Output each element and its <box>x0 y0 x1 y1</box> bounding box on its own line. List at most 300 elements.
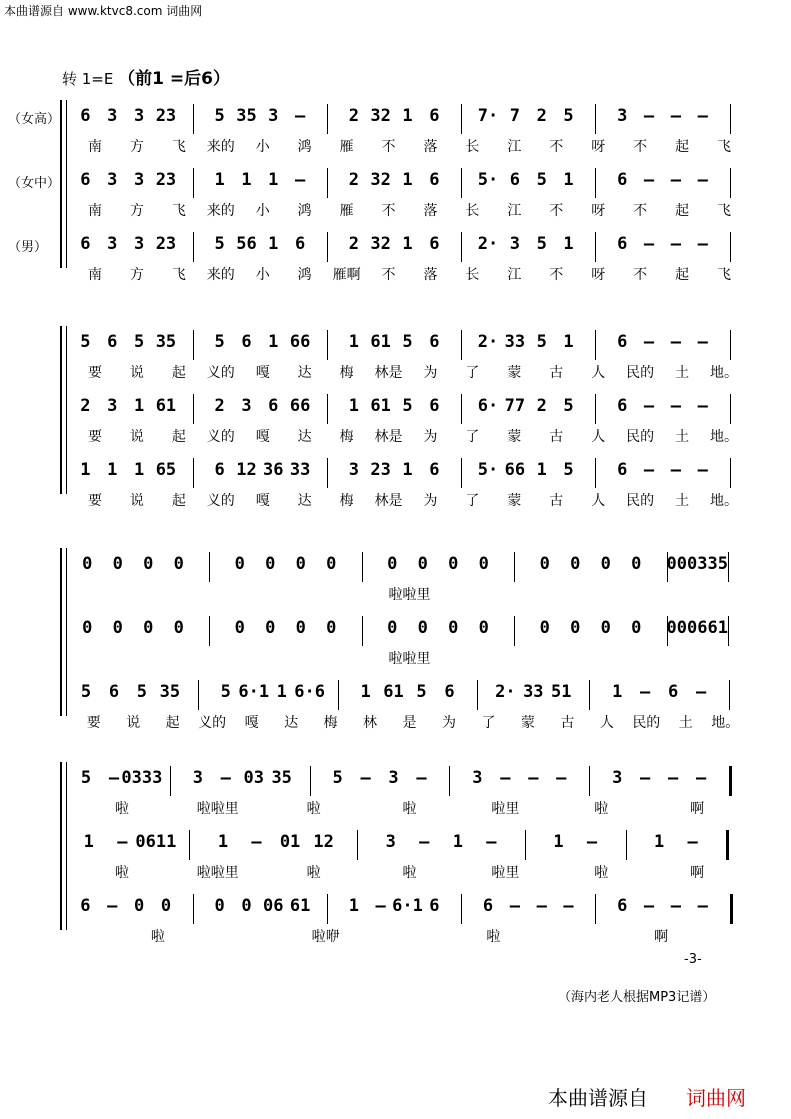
note: 6 <box>80 106 91 126</box>
lyric-syllable: 起 <box>171 429 186 445</box>
note: 5 <box>133 332 145 352</box>
credit: （海内老人根据MP3记谱） <box>558 990 716 1005</box>
lyric-syllable: 啦咿 <box>311 929 340 945</box>
note: – <box>643 106 655 126</box>
note: – <box>536 896 547 916</box>
lyric-syllable: 了 <box>465 365 480 381</box>
lyric-syllable: 呀 <box>591 267 606 283</box>
note: 51 <box>551 682 572 702</box>
note: 03 <box>243 768 264 788</box>
lyric-syllable: 林是 <box>374 493 403 509</box>
barline <box>209 616 210 646</box>
barline <box>514 552 515 582</box>
note: 1 <box>348 332 359 352</box>
note: 0 <box>387 618 398 638</box>
barline <box>595 104 596 134</box>
note: 6 <box>214 460 225 480</box>
lyric-syllable: 南 <box>87 267 102 283</box>
note: 6·6 <box>294 682 325 702</box>
note: – <box>108 768 120 788</box>
lyric-syllable: 蒙 <box>520 715 535 731</box>
lyric-syllable: 啦 <box>114 865 129 881</box>
note: – <box>500 768 511 788</box>
note: 1 <box>217 832 229 852</box>
lyric-syllable: 民的 <box>626 429 655 445</box>
barline <box>589 680 590 710</box>
note: 5 <box>536 170 547 190</box>
lyric-syllable: 南 <box>87 139 102 155</box>
note: 6 <box>429 396 440 416</box>
note: 6 <box>80 170 91 190</box>
barline <box>461 168 462 198</box>
note: 61 <box>370 396 391 416</box>
note: 61 <box>155 396 177 416</box>
note: 6 <box>617 460 628 480</box>
note: 5 <box>136 682 148 702</box>
system-brace-inner <box>66 326 67 494</box>
barline <box>362 616 363 646</box>
note: 33 <box>504 332 526 352</box>
key-prefix: 转 1= <box>62 70 104 88</box>
lyric-syllable: 飞 <box>171 267 186 283</box>
note: – <box>295 106 306 126</box>
lyric-syllable: 达 <box>297 429 312 445</box>
lyric-syllable: 长 <box>465 139 480 155</box>
note: 2 <box>80 396 91 416</box>
lyric-syllable: 达 <box>284 715 299 731</box>
lyric-syllable: 说 <box>129 493 144 509</box>
key-relation: （前1 =后6） <box>118 69 230 89</box>
lyric-syllable: 嘎 <box>255 365 270 381</box>
note: – <box>360 768 371 788</box>
barline <box>338 680 339 710</box>
note: 1 <box>553 832 564 852</box>
lyric-syllable: 地。 <box>710 365 739 381</box>
lyric-syllable: 呀 <box>591 139 606 155</box>
note: 56 <box>236 234 257 254</box>
note: 33 <box>523 682 544 702</box>
lyric-syllable: 啊 <box>690 801 705 817</box>
lyric-syllable: 人 <box>591 429 606 445</box>
note: 6 <box>482 896 494 916</box>
note: 2· <box>495 682 516 702</box>
note: – <box>697 460 708 480</box>
note: 3 <box>133 234 145 254</box>
lyric-syllable: 要 <box>87 365 102 381</box>
lyric-syllable: 不 <box>381 267 396 283</box>
note: – <box>695 682 707 702</box>
barline <box>193 330 194 360</box>
note: 1 <box>133 396 145 416</box>
lyric-syllable: 不 <box>633 267 648 283</box>
note: 3 <box>133 106 145 126</box>
note: 1 <box>241 170 252 190</box>
lyric-syllable: 民的 <box>632 715 661 731</box>
note: 1 <box>348 896 359 916</box>
lyric-syllable: 义的 <box>206 429 235 445</box>
note: 1 <box>654 832 665 852</box>
note: 6 <box>429 332 440 352</box>
note: 6·1 <box>238 682 270 702</box>
note: – <box>416 768 427 788</box>
lyric-syllable: 小 <box>255 139 270 155</box>
lyric-syllable: 啦 <box>402 865 417 881</box>
note: 6 <box>429 896 440 916</box>
lyric-syllable: 了 <box>465 493 480 509</box>
barline <box>730 394 731 424</box>
barline <box>728 616 729 646</box>
voice-row <box>72 768 752 817</box>
barline <box>595 894 596 924</box>
barline <box>357 830 358 860</box>
voice-row <box>72 106 752 155</box>
note: 0 <box>326 554 337 574</box>
note: 5 <box>402 396 413 416</box>
note: – <box>695 768 707 788</box>
lyric-syllable: 地。 <box>710 429 739 445</box>
note: 0 <box>234 554 245 574</box>
note: 0 <box>478 554 489 574</box>
note: – <box>667 768 679 788</box>
note: – <box>528 768 539 788</box>
note: 0 <box>173 554 184 574</box>
lyric-syllable: 来的 <box>206 139 235 155</box>
lyric-syllable: 不 <box>549 267 564 283</box>
lyric-syllable: 起 <box>675 267 690 283</box>
barline <box>626 830 627 860</box>
note: – <box>117 832 128 852</box>
note: 000661 <box>666 618 728 638</box>
note: 6 <box>429 460 440 480</box>
brand-right: 词曲网 <box>686 1086 746 1110</box>
note: – <box>643 896 655 916</box>
note: 2 <box>348 106 359 126</box>
lyric-syllable: 为 <box>423 429 438 445</box>
lyric-syllable: 起 <box>171 365 186 381</box>
note: 12 <box>313 832 334 852</box>
note: 0 <box>570 618 581 638</box>
note: 6· <box>477 396 499 416</box>
lyric-syllable: 不 <box>381 139 396 155</box>
note: 0 <box>82 554 93 574</box>
lyric-syllable: 落 <box>423 139 438 155</box>
barline <box>193 894 194 924</box>
lyric-syllable: 了 <box>465 429 480 445</box>
note: 5· <box>477 170 499 190</box>
lyric-syllable: 古 <box>549 429 564 445</box>
note: 0333 <box>121 768 163 788</box>
note: – <box>643 332 655 352</box>
lyric-syllable: 地。 <box>710 493 739 509</box>
note: 6 <box>617 170 628 190</box>
lyric-syllable: 不 <box>381 203 396 219</box>
note: – <box>486 832 497 852</box>
barline <box>193 232 194 262</box>
barline <box>193 458 194 488</box>
note: 23 <box>155 170 177 190</box>
note: 0 <box>295 618 306 638</box>
barline <box>209 552 210 582</box>
barline <box>327 104 328 134</box>
note: 6 <box>667 682 679 702</box>
note: 35 <box>159 682 181 702</box>
lyric-syllable: 啦啦里 <box>196 801 239 817</box>
note: – <box>419 832 430 852</box>
voice-row <box>72 396 752 445</box>
note: 5 <box>563 396 574 416</box>
note: 0611 <box>135 832 177 852</box>
lyric-syllable: 义的 <box>198 715 227 731</box>
barline <box>327 394 328 424</box>
lyric-syllable: 义的 <box>206 365 235 381</box>
note: 5 <box>214 332 225 352</box>
note: 33 <box>289 460 311 480</box>
note: 3 <box>107 106 118 126</box>
note: 3 <box>388 768 399 788</box>
note: 0 <box>417 618 428 638</box>
lyric-syllable: 不 <box>549 203 564 219</box>
lyric-syllable: 土 <box>675 365 690 381</box>
note: – <box>586 832 598 852</box>
lyric-syllable: 蒙 <box>507 493 522 509</box>
note: 5 <box>220 682 231 702</box>
note: 5 <box>536 234 547 254</box>
barline <box>730 104 731 134</box>
note: 0 <box>631 554 642 574</box>
note: 3 <box>107 234 118 254</box>
barline <box>461 894 462 924</box>
lyric-syllable: 小 <box>255 203 270 219</box>
lyric-syllable: 人 <box>591 365 606 381</box>
lyric-syllable: 飞 <box>717 203 732 219</box>
note: – <box>687 832 698 852</box>
note: 6 <box>80 234 91 254</box>
lyric-syllable: 梅 <box>339 429 354 445</box>
lyric-syllable: 方 <box>129 267 144 283</box>
lyric-syllable: 落 <box>423 203 438 219</box>
lyric-syllable: 梅 <box>339 365 354 381</box>
lyric-syllable: 长 <box>465 203 480 219</box>
lyric-syllable: 林 <box>363 715 378 731</box>
barline <box>362 552 363 582</box>
note: 2· <box>477 332 499 352</box>
note: 32 <box>370 234 391 254</box>
barline <box>589 766 590 796</box>
note: 2 <box>348 234 359 254</box>
lyric-syllable: 啦啦里 <box>388 587 431 603</box>
lyric-syllable: 啦啦里 <box>196 865 239 881</box>
lyric-syllable: 要 <box>86 715 101 731</box>
barline <box>595 330 596 360</box>
note: 000335 <box>666 554 728 574</box>
note: 1 <box>452 832 463 852</box>
barline <box>514 616 515 646</box>
final-barline <box>726 830 729 860</box>
lyric-syllable: 说 <box>129 365 144 381</box>
note: – <box>643 234 655 254</box>
note: 6 <box>509 170 520 190</box>
lyric-syllable: 为 <box>441 715 456 731</box>
final-barline <box>729 766 732 796</box>
barline <box>595 394 596 424</box>
note: – <box>697 234 708 254</box>
voice-label: （女高） <box>8 112 61 127</box>
lyric-syllable: 呀 <box>591 203 606 219</box>
system-brace <box>60 548 62 716</box>
note: – <box>697 170 708 190</box>
note: 1 <box>536 460 547 480</box>
note: 6 <box>295 234 306 254</box>
note: 0 <box>143 554 154 574</box>
note: – <box>107 896 118 916</box>
system-brace <box>60 762 62 930</box>
note: 0 <box>265 554 276 574</box>
lyric-syllable: 方 <box>129 139 144 155</box>
note: 0 <box>82 618 93 638</box>
note: 0 <box>143 618 154 638</box>
note: 1 <box>107 460 118 480</box>
lyric-syllable: 达 <box>297 365 312 381</box>
barline <box>327 232 328 262</box>
note: 0 <box>448 554 459 574</box>
note: 5· <box>477 460 499 480</box>
system-brace-inner <box>66 100 67 268</box>
lyric-syllable: 江 <box>507 267 522 283</box>
note: 3 <box>612 768 623 788</box>
note: 3 <box>107 170 118 190</box>
note: 3 <box>241 396 252 416</box>
note: – <box>697 896 708 916</box>
note: 0 <box>448 618 459 638</box>
barline <box>461 458 462 488</box>
lyric-syllable: 啊 <box>654 929 669 945</box>
note: 0 <box>600 554 611 574</box>
note: 0 <box>265 618 276 638</box>
note: 0 <box>539 618 550 638</box>
lyric-syllable: 啦 <box>306 865 321 881</box>
note: 7· <box>477 106 499 126</box>
note: 6·1 <box>392 896 423 916</box>
voice-row <box>72 682 752 731</box>
lyric-syllable: 为 <box>423 365 438 381</box>
voice-row <box>72 554 752 603</box>
lyric-syllable: 来的 <box>206 267 235 283</box>
note: 5 <box>80 332 91 352</box>
barline <box>193 394 194 424</box>
lyric-syllable: 起 <box>171 493 186 509</box>
note: 06 <box>263 896 284 916</box>
lyric-syllable: 达 <box>297 493 312 509</box>
lyric-syllable: 林是 <box>374 429 403 445</box>
lyric-syllable: 南 <box>87 203 102 219</box>
note: 1 <box>402 106 413 126</box>
system-brace <box>60 100 62 268</box>
barline <box>461 104 462 134</box>
note: 1 <box>563 332 574 352</box>
lyric-syllable: 不 <box>549 139 564 155</box>
lyric-syllable: 啦 <box>114 801 129 817</box>
lyric-syllable: 嘎 <box>255 429 270 445</box>
note: 2· <box>477 234 499 254</box>
lyric-syllable: 江 <box>507 139 522 155</box>
note: 32 <box>370 106 391 126</box>
note: – <box>556 768 567 788</box>
note: 3 <box>268 106 279 126</box>
note: 1 <box>402 234 413 254</box>
note: – <box>220 768 231 788</box>
note: 5 <box>402 332 413 352</box>
final-barline <box>730 894 733 924</box>
barline <box>730 458 731 488</box>
note: 5 <box>80 682 92 702</box>
system-brace-inner <box>66 762 67 930</box>
lyric-syllable: 民的 <box>626 493 655 509</box>
voice-row <box>72 234 752 283</box>
note: – <box>670 460 682 480</box>
lyric-syllable: 啦里 <box>491 865 520 881</box>
note: – <box>670 896 682 916</box>
lyric-syllable: 义的 <box>206 493 235 509</box>
note: 6 <box>617 896 628 916</box>
note: – <box>640 682 651 702</box>
voice-label: （女中） <box>8 176 61 191</box>
lyric-syllable: 说 <box>126 715 141 731</box>
lyric-syllable: 落 <box>423 267 438 283</box>
note: 3 <box>133 170 145 190</box>
note: 6 <box>108 682 120 702</box>
lyric-syllable: 嘎 <box>244 715 259 731</box>
note: 1 <box>402 170 413 190</box>
note: 1 <box>83 832 94 852</box>
lyric-syllable: 起 <box>675 203 690 219</box>
lyric-syllable: 说 <box>129 429 144 445</box>
lyric-syllable: 鸿 <box>297 203 312 219</box>
lyric-syllable: 古 <box>549 365 564 381</box>
note: 1 <box>348 396 359 416</box>
voice-row <box>72 170 752 219</box>
note: 5 <box>536 332 547 352</box>
key-name: E <box>103 70 114 88</box>
barline <box>461 394 462 424</box>
note: 3 <box>509 234 520 254</box>
note: 1 <box>402 460 413 480</box>
lyric-syllable: 啦 <box>594 865 609 881</box>
lyric-syllable: 林是 <box>374 365 403 381</box>
lyric-syllable: 小 <box>255 267 270 283</box>
note: 0 <box>631 618 642 638</box>
note: 35 <box>155 332 177 352</box>
note: 36 <box>263 460 284 480</box>
lyric-syllable: 啦啦里 <box>388 651 431 667</box>
note: 1 <box>268 170 279 190</box>
note: – <box>697 396 708 416</box>
system-brace-inner <box>66 548 67 716</box>
note: 2 <box>536 396 547 416</box>
voice-row <box>72 618 752 667</box>
lyric-syllable: 雁啊 <box>332 267 361 283</box>
page-number: -3- <box>684 952 702 967</box>
lyric-syllable: 不 <box>633 139 648 155</box>
note: 3 <box>385 832 396 852</box>
lyric-syllable: 土 <box>675 493 690 509</box>
note: 0 <box>600 618 611 638</box>
note: 6 <box>444 682 455 702</box>
barline <box>449 766 450 796</box>
lyric-syllable: 要 <box>87 493 102 509</box>
note: – <box>375 896 386 916</box>
lyric-syllable: 雁 <box>339 139 354 155</box>
lyric-syllable: 蒙 <box>507 365 522 381</box>
